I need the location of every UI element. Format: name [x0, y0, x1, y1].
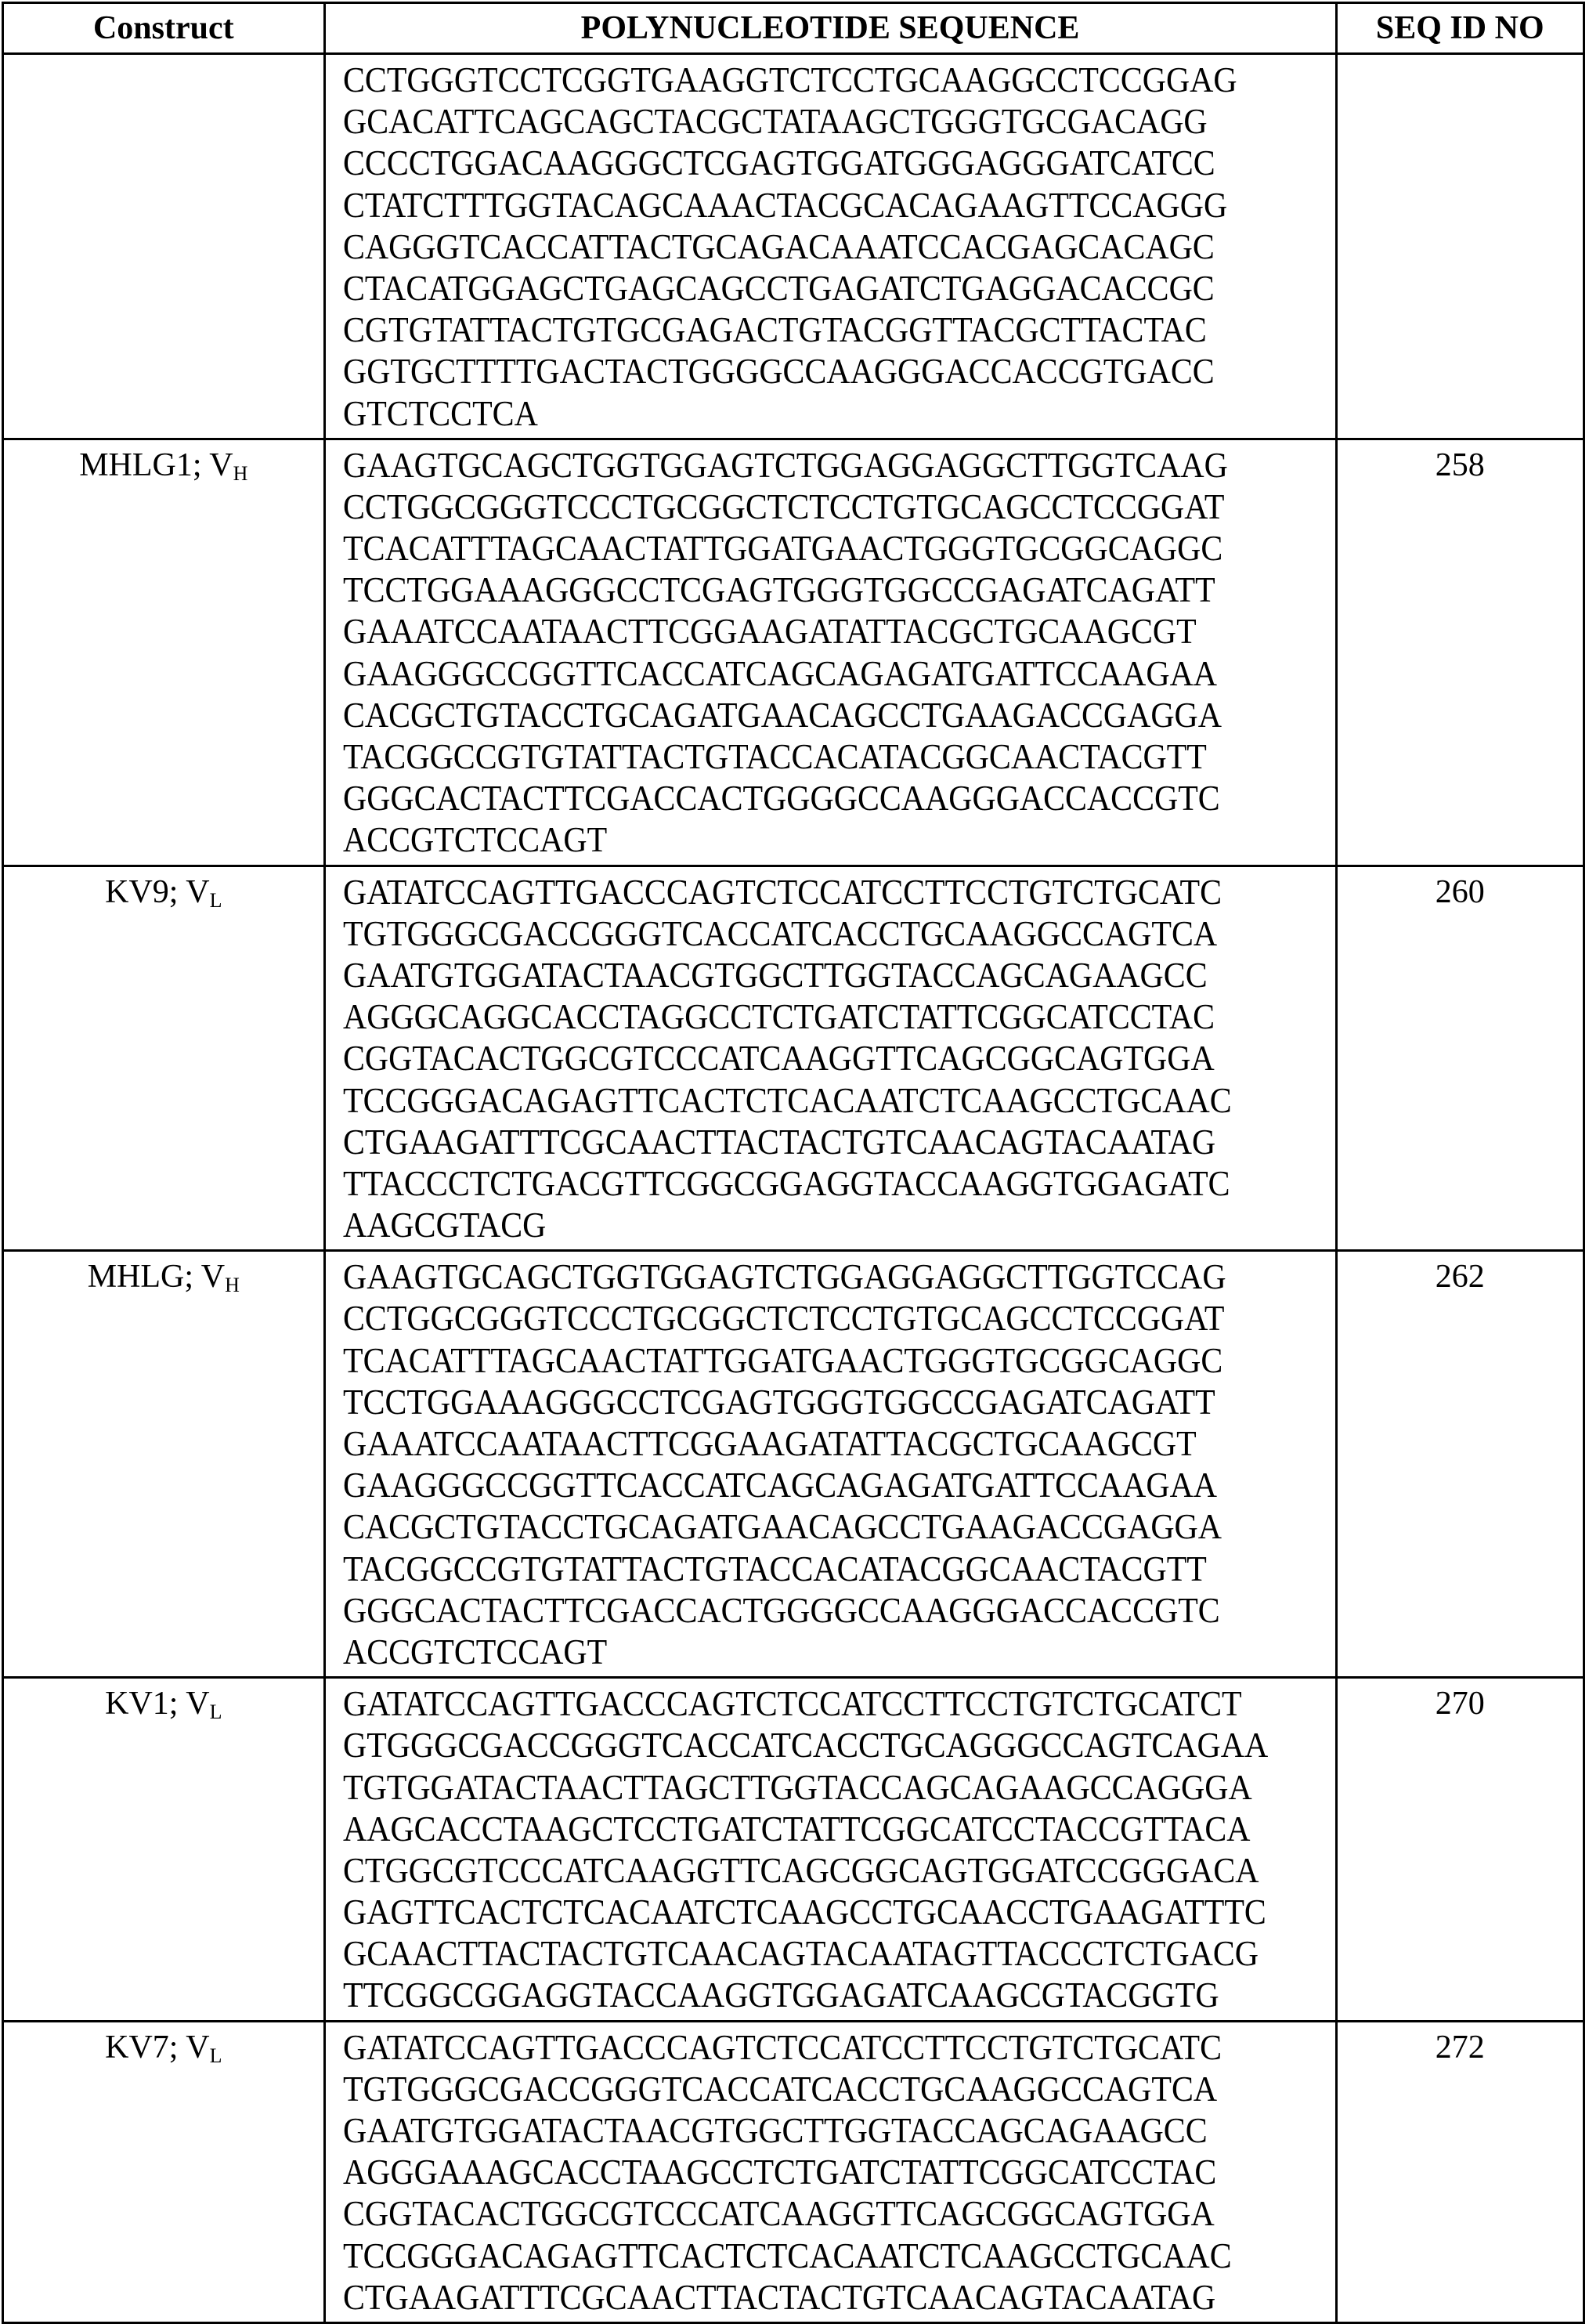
- sequence-cell: [324, 1251, 1336, 1678]
- construct-name: KV9;: [105, 874, 178, 910]
- sequence-line: AGGGCAGGCACCTAGGCCTCTGATCTATTCGGCATCCTAC: [343, 996, 1266, 1038]
- table-row: [3, 2021, 1584, 2322]
- sequence-line: CACGCTGTACCTGCAGATGAACAGCCTGAAGACCGAGGA: [343, 695, 1266, 736]
- table-row: [3, 1251, 1584, 1678]
- table-row: [3, 1678, 1584, 2022]
- sequence-line: TCACATTTAGCAACTATTGGATGAACTGGGTGCGGCAGGC: [343, 1340, 1266, 1382]
- sequence-line: GAATGTGGATACTAACGTGGCTTGGTACCAGCAGAAGCC: [343, 955, 1266, 996]
- construct-region: V: [186, 2029, 209, 2066]
- construct-name: KV1;: [105, 1686, 178, 1722]
- sequence-line: GGGCACTACTTCGACCACTGGGGCCAAGGGACCACCGTC: [343, 1590, 1266, 1632]
- table-row: [3, 439, 1584, 866]
- sequence-line: TCCTGGAAAGGGCCTCGAGTGGGTGGCCGAGATCAGATT: [343, 1382, 1266, 1423]
- construct-chain: H: [225, 1274, 240, 1296]
- header-construct: Construct: [3, 3, 325, 54]
- sequence-line: ACCGTCTCCAGT: [343, 819, 1266, 861]
- construct-cell: [3, 1251, 325, 1678]
- sequence-line: TACGGCCGTGTATTACTGTACCACATACGGCAACTACGTT: [343, 1549, 1266, 1590]
- sequence-cell: [324, 2021, 1336, 2322]
- construct-cell: [3, 54, 325, 439]
- construct-chain: L: [210, 889, 222, 912]
- header-seq-id: SEQ ID NO: [1336, 3, 1584, 54]
- sequence-line: GATATCCAGTTGACCCAGTCTCCATCCTTCCTGTCTGCATC: [343, 872, 1266, 913]
- sequence-line: GAATGTGGATACTAACGTGGCTTGGTACCAGCAGAAGCC: [343, 2110, 1266, 2152]
- sequence-line: CCTGGCGGGTCCCTGCGGCTCTCCTGTGCAGCCTCCGGAT: [343, 1298, 1266, 1339]
- seq-id-cell: 272: [1336, 2021, 1584, 2322]
- construct-region: V: [201, 1259, 225, 1295]
- sequence-line: GTCTCCTCA: [343, 393, 1266, 435]
- construct-region: V: [209, 447, 233, 483]
- sequence-line: GATATCCAGTTGACCCAGTCTCCATCCTTCCTGTCTGCATCT: [343, 1683, 1266, 1725]
- construct-name: KV7;: [105, 2029, 178, 2066]
- construct-cell: [3, 866, 325, 1251]
- sequence-line: TCACATTTAGCAACTATTGGATGAACTGGGTGCGGCAGGC: [343, 528, 1266, 569]
- seq-id-cell: 262: [1336, 1251, 1584, 1678]
- sequence-line: TCCTGGAAAGGGCCTCGAGTGGGTGGCCGAGATCAGATT: [343, 569, 1266, 611]
- sequence-line: TGTGGGCGACCGGGTCACCATCACCTGCAAGGCCAGTCA: [343, 913, 1266, 955]
- sequence-line: AAGCGTACG: [343, 1205, 1266, 1246]
- construct-cell: [3, 2021, 325, 2322]
- table-body: [3, 54, 1584, 2323]
- construct-chain: H: [233, 462, 248, 485]
- construct-chain: L: [210, 1701, 222, 1723]
- table-row: [3, 54, 1584, 439]
- sequence-line: TCCGGGACAGAGTTCACTCTCACAATCTCAAGCCTGCAAC: [343, 1080, 1266, 1122]
- construct-chain: L: [210, 2044, 222, 2067]
- sequence-line: TGTGGATACTAACTTAGCTTGGTACCAGCAGAAGCCAGGGA: [343, 1767, 1266, 1809]
- sequence-line: ACCGTCTCCAGT: [343, 1632, 1266, 1673]
- sequence-line: CGGTACACTGGCGTCCCATCAAGGTTCAGCGGCAGTGGA: [343, 1038, 1266, 1079]
- sequence-cell: [324, 439, 1336, 866]
- sequence-line: AAGCACCTAAGCTCCTGATCTATTCGGCATCCTACCGTTACA: [343, 1809, 1266, 1850]
- sequence-table: [2, 2, 1585, 2324]
- sequence-cell: [324, 1678, 1336, 2022]
- construct-name: MHLG1;: [79, 447, 201, 483]
- seq-id-cell: 260: [1336, 866, 1584, 1251]
- sequence-line: CCCCTGGACAAGGGCTCGAGTGGATGGGAGGGATCATCC: [343, 143, 1266, 184]
- sequence-line: GTGGGCGACCGGGTCACCATCACCTGCAGGGCCAGTCAGAA: [343, 1725, 1266, 1766]
- sequence-line: CAGGGTCACCATTACTGCAGACAAATCCACGAGCACAGC: [343, 226, 1266, 268]
- sequence-line: CGTGTATTACTGTGCGAGACTGTACGGTTACGCTTACTAC: [343, 309, 1266, 351]
- construct-name: MHLG;: [88, 1259, 193, 1295]
- sequence-line: AGGGAAAGCACCTAAGCCTCTGATCTATTCGGCATCCTAC: [343, 2152, 1266, 2193]
- sequence-line: TTCGGCGGAGGTACCAAGGTGGAGATCAAGCGTACGGTG: [343, 1975, 1266, 2016]
- sequence-line: GAAATCCAATAACTTCGGAAGATATTACGCTGCAAGCGT: [343, 611, 1266, 652]
- sequence-line: GAAATCCAATAACTTCGGAAGATATTACGCTGCAAGCGT: [343, 1423, 1266, 1465]
- sequence-line: GATATCCAGTTGACCCAGTCTCCATCCTTCCTGTCTGCATC: [343, 2027, 1266, 2069]
- sequence-line: CCTGGGTCCTCGGTGAAGGTCTCCTGCAAGGCCTCCGGAG: [343, 60, 1266, 101]
- sequence-line: GAGTTCACTCTCACAATCTCAAGCCTGCAACCTGAAGATTTC: [343, 1892, 1266, 1933]
- sequence-line: CGGTACACTGGCGTCCCATCAAGGTTCAGCGGCAGTGGA: [343, 2193, 1266, 2235]
- sequence-line: TTACCCTCTGACGTTCGGCGGAGGTACCAAGGTGGAGATC: [343, 1163, 1266, 1205]
- sequence-line: GGGCACTACTTCGACCACTGGGGCCAAGGGACCACCGTC: [343, 778, 1266, 819]
- construct-region: V: [186, 1686, 209, 1722]
- sequence-line: CACGCTGTACCTGCAGATGAACAGCCTGAAGACCGAGGA: [343, 1506, 1266, 1548]
- sequence-line: GAAGGGCCGGTTCACCATCAGCAGAGATGATTCCAAGAA: [343, 653, 1266, 695]
- sequence-line: GGTGCTTTTGACTACTGGGGCCAAGGGACCACCGTGACC: [343, 351, 1266, 392]
- sequence-line: GAAGTGCAGCTGGTGGAGTCTGGAGGAGGCTTGGTCAAG: [343, 445, 1266, 486]
- sequence-line: CTACATGGAGCTGAGCAGCCTGAGATCTGAGGACACCGC: [343, 268, 1266, 309]
- sequence-line: GAAGTGCAGCTGGTGGAGTCTGGAGGAGGCTTGGTCCAG: [343, 1256, 1266, 1298]
- sequence-line: CTATCTTTGGTACAGCAAACTACGCACAGAAGTTCCAGGG: [343, 185, 1266, 226]
- sequence-cell: [324, 54, 1336, 439]
- construct-cell: [3, 1678, 325, 2022]
- sequence-cell: [324, 866, 1336, 1251]
- sequence-line: GAAGGGCCGGTTCACCATCAGCAGAGATGATTCCAAGAA: [343, 1465, 1266, 1506]
- sequence-line: TGTGGGCGACCGGGTCACCATCACCTGCAAGGCCAGTCA: [343, 2069, 1266, 2110]
- header-sequence: POLYNUCLEOTIDE SEQUENCE: [324, 3, 1336, 54]
- sequence-line: CCTGGCGGGTCCCTGCGGCTCTCCTGTGCAGCCTCCGGAT: [343, 486, 1266, 528]
- seq-id-cell: 270: [1336, 1678, 1584, 2022]
- sequence-line: TACGGCCGTGTATTACTGTACCACATACGGCAACTACGTT: [343, 736, 1266, 778]
- seq-id-cell: 258: [1336, 439, 1584, 866]
- sequence-line: CTGAAGATTTCGCAACTTACTACTGTCAACAGTACAATAG: [343, 1122, 1266, 1163]
- sequence-line: TCCGGGACAGAGTTCACTCTCACAATCTCAAGCCTGCAAC: [343, 2235, 1266, 2277]
- sequence-line: GCAACTTACTACTGTCAACAGTACAATAGTTACCCTCTGACG: [343, 1933, 1266, 1975]
- construct-cell: [3, 439, 325, 866]
- header-row: [3, 3, 1584, 54]
- sequence-line: CTGGCGTCCCATCAAGGTTCAGCGGCAGTGGATCCGGGACA: [343, 1850, 1266, 1892]
- seq-id-cell: [1336, 54, 1584, 439]
- sequence-line: GCACATTCAGCAGCTACGCTATAAGCTGGGTGCGACAGG: [343, 101, 1266, 143]
- construct-region: V: [186, 874, 209, 910]
- sequence-line: CTGAAGATTTCGCAACTTACTACTGTCAACAGTACAATAG: [343, 2277, 1266, 2319]
- table-row: [3, 866, 1584, 1251]
